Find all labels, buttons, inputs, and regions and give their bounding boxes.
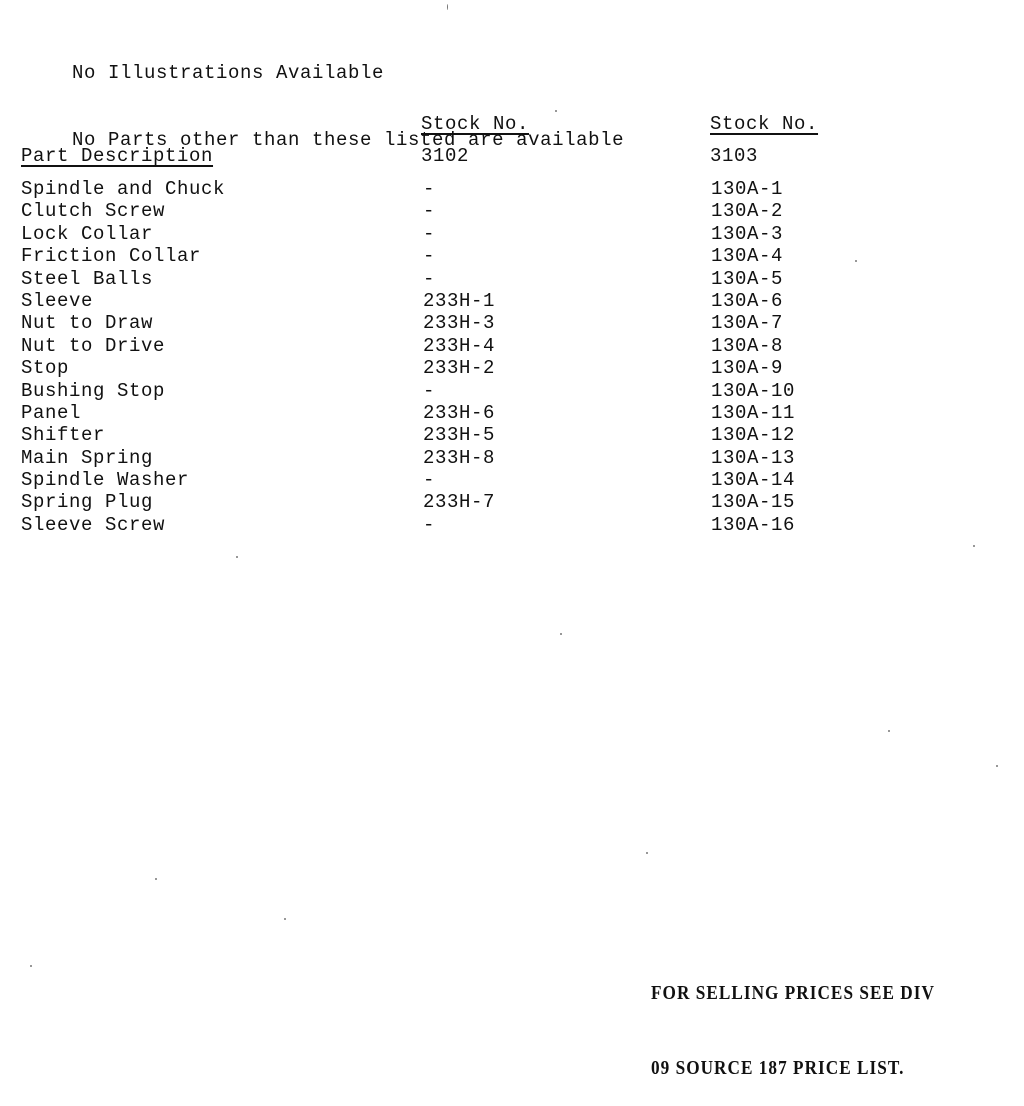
note-no-illustrations: No Illustrations Available [72,61,385,84]
stock-no-3102: 233H-8 [423,446,496,469]
stock-no-3103: 130A-4 [711,245,784,268]
part-description: Shifter [21,424,106,447]
scan-speck [855,260,857,262]
table-row [21,245,881,267]
table-row [21,268,881,290]
stock-no-3103: 130A-15 [711,491,796,514]
table-row [21,380,881,402]
scan-speck [560,633,562,635]
part-description: Nut to Drive [21,334,166,357]
table-row [21,178,881,200]
stock-no-3102: - [423,379,436,402]
part-description: Bushing Stop [21,379,166,402]
part-description: Steel Balls [21,267,154,290]
stock-no-3103: 130A-2 [711,200,784,223]
scan-speck [30,965,32,967]
scan-speck [155,878,157,880]
table-row [21,290,881,312]
part-description: Sleeve [21,289,94,312]
stock-no-3103: 130A-16 [711,513,796,536]
stock-no-3103: 130A-9 [711,357,784,380]
stock-no-3102: - [423,222,436,245]
table-row [21,200,881,222]
stock-no-3102: - [423,267,436,290]
stock-header-3103: Stock No. [710,113,819,135]
part-description: Spring Plug [21,491,154,514]
note-no-other-parts: No Parts other than these listed are available [72,128,625,151]
table-row [21,447,881,469]
part-description: Spindle and Chuck [21,178,226,200]
stock-no-3102: - [423,513,436,536]
price-list-note [651,931,935,1106]
price-note-line-1: FOR SELLING PRICES SEE DIV [651,982,935,1004]
stock-no-3102: 233H-6 [423,401,496,424]
stock-no-3103: 130A-10 [711,379,796,402]
part-description: Panel [21,401,82,424]
scan-speck [555,110,557,112]
stock-no-3102: 233H-2 [423,357,496,380]
price-note-line-2: 09 SOURCE 187 PRICE LIST. [651,1057,905,1079]
stock-no-3102: 233H-3 [423,312,496,335]
part-description-header: Part Description [21,145,214,167]
part-description: Friction Collar [21,245,202,268]
part-description: Sleeve Screw [21,513,166,536]
scan-speck [284,918,286,920]
stock-header-3102: Stock No. [421,113,530,135]
scan-speck [236,556,238,558]
part-description: Stop [21,357,70,380]
stock-no-3103: 130A-14 [711,469,796,492]
table-row [21,357,881,379]
scan-speck [646,852,648,854]
stock-no-3102: 233H-5 [423,424,496,447]
stock-no-3103: 130A-8 [711,334,784,357]
stock-no-3102: 233H-1 [423,289,496,312]
table-row [21,402,881,424]
model-number-3102: 3102 [421,145,470,167]
stock-no-3102: - [423,200,436,223]
table-row [21,312,881,334]
table-row [21,335,881,357]
table-row [21,469,881,491]
stock-no-3102: 233H-4 [423,334,496,357]
part-description: Spindle Washer [21,469,190,492]
stock-no-3103: 130A-13 [711,446,796,469]
scan-speck [996,765,998,767]
part-description: Main Spring [21,446,154,469]
stock-no-3103: 130A-7 [711,312,784,335]
part-description: Lock Collar [21,222,154,245]
part-description: Clutch Screw [21,200,166,223]
stock-no-3103: 130A-1 [711,178,784,200]
stock-no-3103: 130A-6 [711,289,784,312]
scan-speck [888,730,890,732]
table-row [21,223,881,245]
stock-no-3103: 130A-5 [711,267,784,290]
stock-no-3102: 233H-7 [423,491,496,514]
part-description: Nut to Draw [21,312,154,335]
table-row [21,491,881,513]
scan-speck [973,545,975,547]
stock-no-3102: - [423,245,436,268]
scan-speck [447,4,448,10]
parts-table [21,178,881,536]
stock-no-3103: 130A-3 [711,222,784,245]
model-number-3103: 3103 [710,145,759,167]
table-row [21,514,881,536]
table-row [21,424,881,446]
stock-no-3103: 130A-12 [711,424,796,447]
stock-no-3102: - [423,178,436,200]
stock-no-3102: - [423,469,436,492]
stock-no-3103: 130A-11 [711,401,796,424]
